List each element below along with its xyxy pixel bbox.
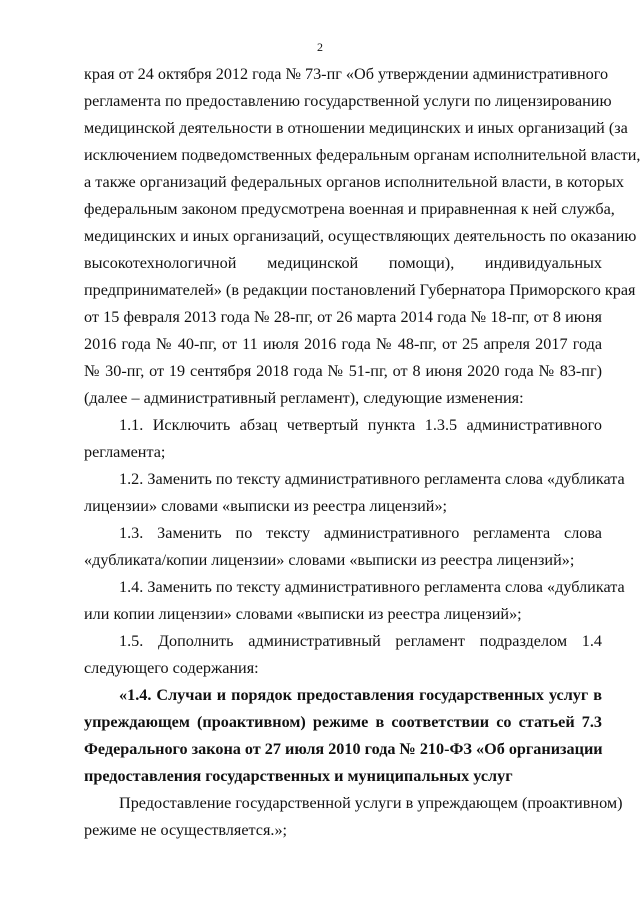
text-line: или копии лицензии» словами «выписки из реестра лицензий»; <box>84 605 522 623</box>
list-item-1-2: 1.2. Заменить по тексту административного регламента слова «дубликата <box>119 470 625 488</box>
list-item-1-5: 1.5. Дополнить административный регламент подразделом 1.4 <box>119 632 602 650</box>
section-heading-line: «1.4. Случаи и порядок предоставления государственных услуг в <box>119 686 602 704</box>
text-line: № 30-пг, от 19 сентября 2018 года № 51-пг, от 8 июня 2020 года № 83-пг) <box>84 362 602 380</box>
list-item-1-3: 1.3. Заменить по тексту административного регламента слова <box>119 524 602 542</box>
section-heading-line: упреждающем (проактивном) режиме в соответствии со статьей 7.3 <box>84 713 602 731</box>
text-line: лицензии» словами «выписки из реестра лицензий»; <box>84 497 448 515</box>
text-line: края от 24 октября 2012 года № 73-пг «Об утверждении административного <box>84 65 609 83</box>
text-line: высокотехнологичной медицинской помощи), индивидуальных <box>84 254 602 272</box>
list-item-1-1: 1.1. Исключить абзац четвертый пункта 1.3.5 административного <box>119 416 602 434</box>
page-number: 2 <box>317 40 323 54</box>
text-line: федеральным законом предусмотрена военная и приравненная к ней служба, <box>84 200 615 218</box>
text-line: медицинской деятельности в отношении медицинских и иных организаций (за <box>84 119 628 137</box>
text-line: следующего содержания: <box>84 659 259 677</box>
text-line: от 15 февраля 2013 года № 28-пг, от 26 марта 2014 года № 18-пг, от 8 июня <box>84 308 602 326</box>
text-line: 2016 года № 40-пг, от 11 июля 2016 года № 48-пг, от 25 апреля 2017 года <box>84 335 602 353</box>
text-line: режиме не осуществляется.»; <box>84 821 288 839</box>
text-line: регламента по предоставлению государственной услуги по лицензированию <box>84 92 612 110</box>
text-line: медицинских и иных организаций, осуществляющих деятельность по оказанию <box>84 227 637 245</box>
text-line: а также организаций федеральных органов исполнительной власти, в которых <box>84 173 624 191</box>
section-heading-line: предоставления государственных и муниципальных услуг <box>84 767 513 785</box>
text-line: Предоставление государственной услуги в упреждающем (проактивном) <box>119 794 623 812</box>
text-line: предпринимателей» (в редакции постановлений Губернатора Приморского края <box>84 281 636 299</box>
list-item-1-4: 1.4. Заменить по тексту административного регламента слова «дубликата <box>119 578 625 596</box>
section-heading-line: Федерального закона от 27 июля 2010 года № 210-ФЗ «Об организации <box>84 740 603 758</box>
text-line: (далее – административный регламент), следующие изменения: <box>84 389 524 407</box>
text-line: регламента; <box>84 443 166 461</box>
text-line: исключением подведомственных федеральным органам исполнительной власти, <box>84 146 640 164</box>
text-line: «дубликата/копии лицензии» словами «выписки из реестра лицензий»; <box>84 551 575 569</box>
